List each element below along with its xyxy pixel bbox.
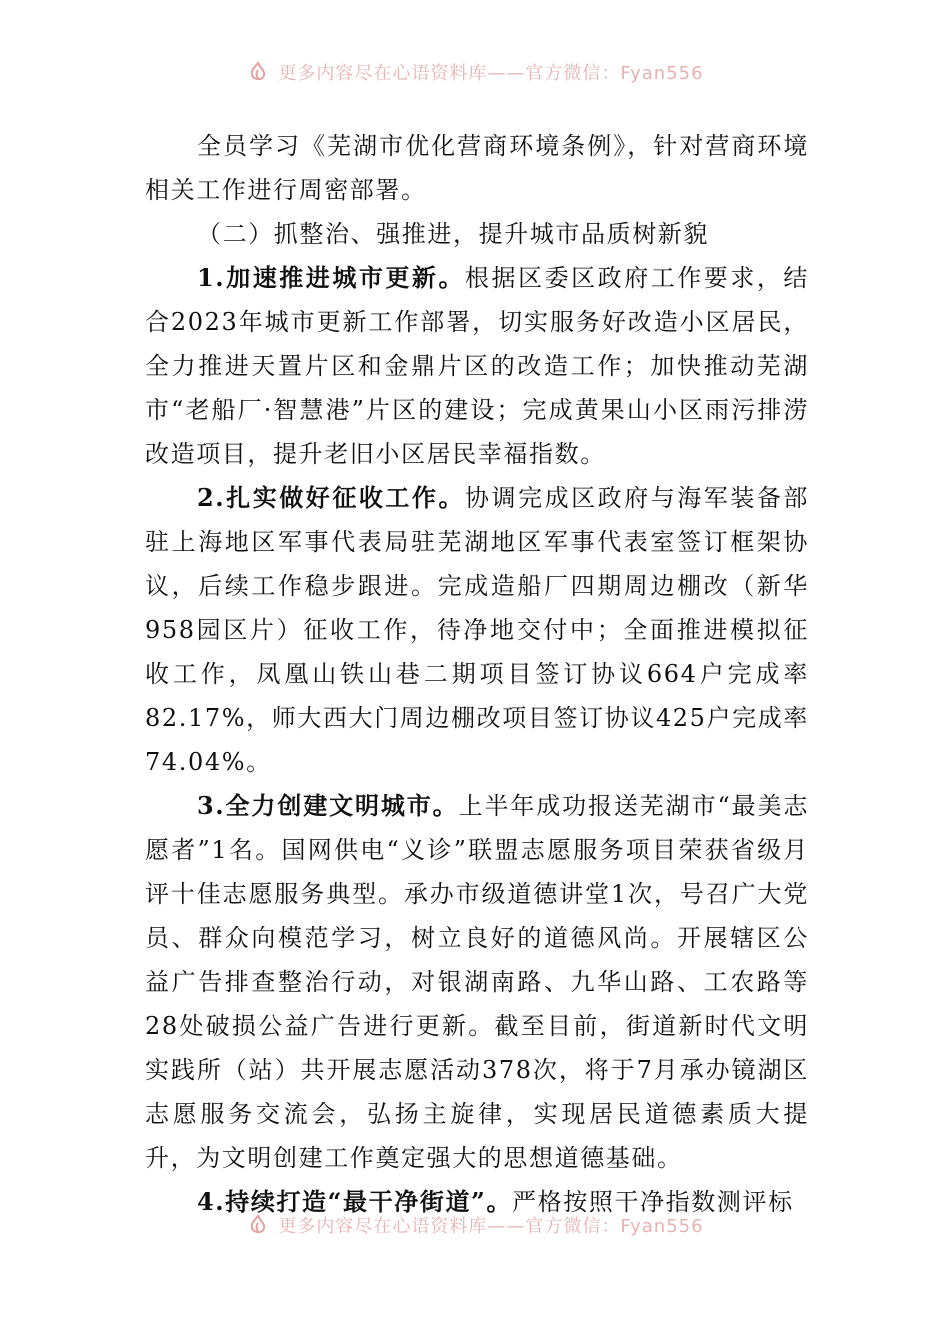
paragraph-lead: 2.扎实做好征收工作。 <box>197 483 465 512</box>
document-body <box>145 124 809 1224</box>
paragraph-text: 协调完成区政府与海军装备部驻上海地区军事代表局驻芜湖地区军事代表室签订框架协议，后续工作稳步跟进。完成造船厂四期周边棚改（新华958园区片）征收工作，待净地交付中；全面推进模拟征收工作，凤凰山铁山巷二期项目签订协议664户完成率82.17%，师大西大门周边棚改项目签订协议425户完成率74.04%。 <box>145 484 809 776</box>
watermark-text: 更多内容尽在心语资料库——官方微信：Fyan556 <box>278 1216 704 1237</box>
paragraph-text: 严格按照干净指数测评标 <box>512 1188 794 1216</box>
paragraph-civilized-city <box>145 784 809 1180</box>
watermark-text: 更多内容尽在心语资料库——官方微信：Fyan556 <box>278 63 704 84</box>
paragraph-expropriation <box>145 476 809 784</box>
paragraph-intro-continuation: 全员学习《芜湖市优化营商环境条例》，针对营商环境相关工作进行周密部署。 <box>145 132 809 204</box>
fire-logo-icon <box>246 1214 270 1236</box>
paragraph-lead: 3.全力创建文明城市。 <box>197 791 459 820</box>
paragraph-lead: 4.持续打造“最干净街道”。 <box>197 1187 513 1216</box>
paragraph-text: 上半年成功报送芜湖市“最美志愿者”1名。国网供电“义诊”联盟志愿服务项目荣获省级月评十佳志愿服务典型。承办市级道德讲堂1次，号召广大党员、群众向模范学习，树立良好的道德风尚。开展辖区公益广告排查整治行动，对银湖南路、九华山路、工农路等28处破损公益广告进行更新。截至目前，街道新时代文明实践所（站）共开展志愿活动378次，将于7月承办镜湖区志愿服务交流会，弘扬主旋律，实现居民道德素质大提升，为文明创建工作奠定强大的思想道德基础。 <box>145 792 810 1172</box>
watermark-header <box>0 52 950 92</box>
watermark-footer <box>0 1205 950 1245</box>
fire-logo-icon <box>246 61 270 83</box>
paragraph-lead: 1.加速推进城市更新。 <box>197 263 465 292</box>
section-heading: （二）抓整治、强推进，提升城市品质树新貌 <box>197 220 709 248</box>
paragraph-urban-renewal <box>145 256 809 476</box>
paragraph-text: 根据区委区政府工作要求，结合2023年城市更新工作部署，切实服务好改造小区居民，全力推进天置片区和金鼎片区的改造工作；加快推动芜湖市“老船厂·智慧港”片区的建设；完成黄果山小区雨污排涝改造项目，提升老旧小区居民幸福指数。 <box>145 264 809 468</box>
